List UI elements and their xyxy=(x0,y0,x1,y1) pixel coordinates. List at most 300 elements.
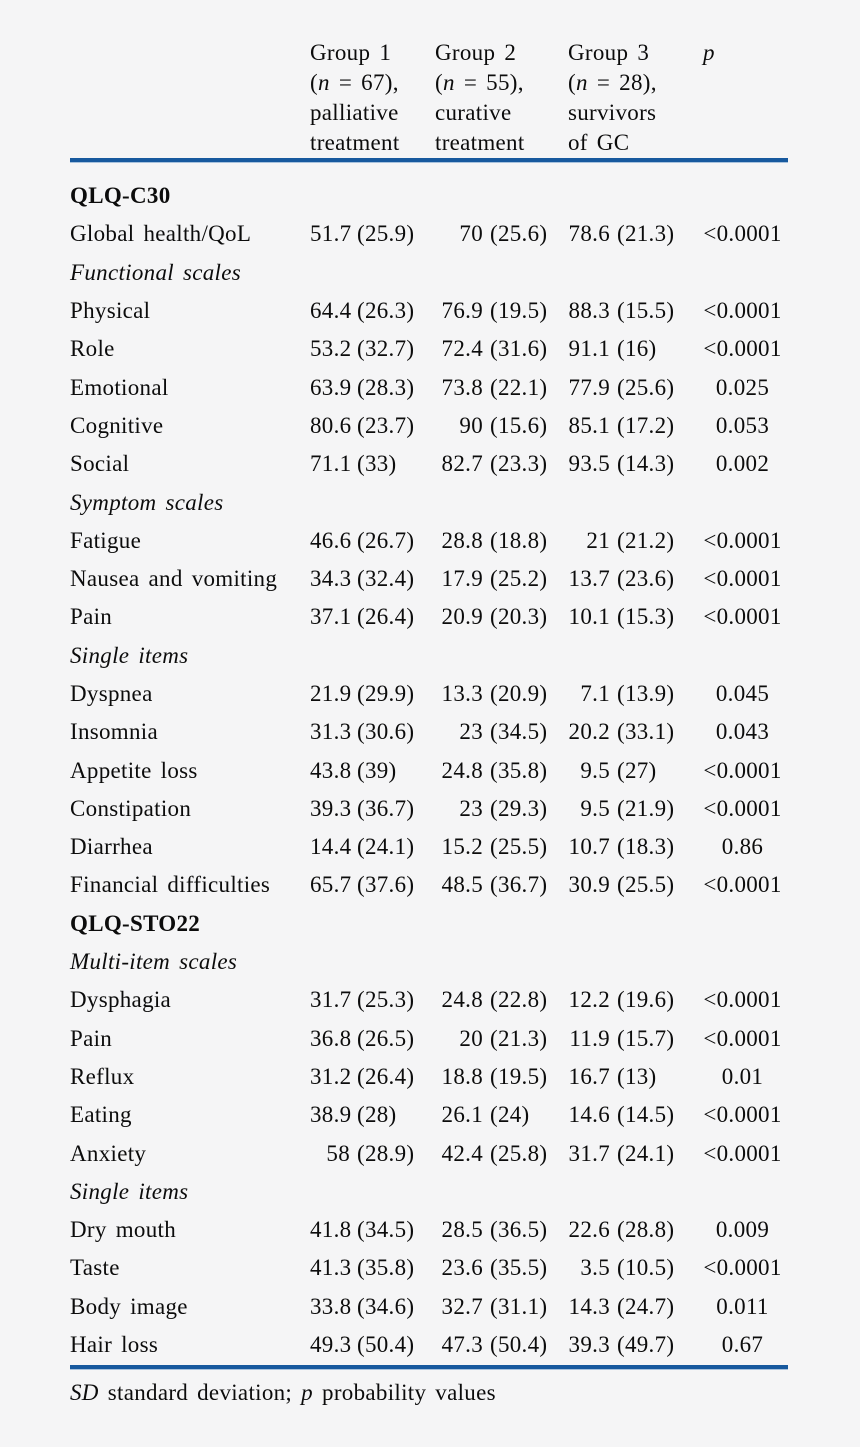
p-value: <0.0001 xyxy=(703,1140,782,1166)
mean-value: 16.7 xyxy=(568,1063,610,1089)
sd-value: (33.1) xyxy=(617,719,675,745)
table-row xyxy=(70,522,790,560)
mean-value: 38.9 xyxy=(310,1102,352,1128)
header-group2 xyxy=(435,38,568,158)
sd-value: (25.5) xyxy=(617,872,675,898)
table-row xyxy=(70,407,790,445)
group3-value xyxy=(568,1140,695,1168)
sd-value: (13.9) xyxy=(617,681,675,706)
mean-value: 63.9 xyxy=(310,374,352,400)
sd-value: (33) xyxy=(357,451,397,477)
sd-value: (15.7) xyxy=(617,1025,675,1051)
row-label: Constipation xyxy=(70,795,192,821)
mean-value: 10.7 xyxy=(568,834,610,860)
p-value: <0.0001 xyxy=(703,872,782,898)
row-label: Cognitive xyxy=(70,412,164,438)
group1-value xyxy=(310,1331,435,1359)
group2-value xyxy=(435,565,568,593)
sd-value: (16) xyxy=(617,336,657,362)
group3-value xyxy=(568,565,695,593)
group3-value xyxy=(568,527,695,555)
mean-value: 14.6 xyxy=(568,1102,610,1128)
section-row xyxy=(70,177,790,215)
table-row xyxy=(70,292,790,330)
mean-value: 41.3 xyxy=(310,1255,352,1281)
row-label: Dyspnea xyxy=(70,681,153,706)
sd-value: (31.6) xyxy=(490,336,548,362)
sd-value: (25.3) xyxy=(357,987,415,1013)
group3-desc-line1: survivors xyxy=(568,100,657,125)
group3-value xyxy=(568,1216,695,1244)
mean-value: 58 xyxy=(326,1140,350,1166)
row-label: Single items xyxy=(70,1178,189,1204)
group2-value xyxy=(435,1293,568,1321)
mean-value: 90 xyxy=(459,412,483,438)
group1-value xyxy=(310,374,435,402)
p-value: 0.025 xyxy=(715,374,770,400)
sd-value: (34.5) xyxy=(357,1217,415,1243)
table-row xyxy=(70,981,790,1019)
group1-value xyxy=(310,565,435,593)
group1-desc-line1: palliative xyxy=(310,100,399,125)
row-label: Symptom scales xyxy=(70,489,224,515)
p-value: 0.67 xyxy=(721,1332,764,1358)
mean-value: 37.1 xyxy=(310,604,352,630)
group1-value xyxy=(310,680,435,708)
table-row xyxy=(70,751,790,789)
mean-value: 21.9 xyxy=(310,681,352,706)
subsection-row xyxy=(70,483,790,521)
table-row xyxy=(70,866,790,904)
mean-value: 23 xyxy=(459,719,483,745)
table-row xyxy=(70,598,790,636)
row-label: Diarrhea xyxy=(70,834,153,860)
group3-n-symbol: n xyxy=(575,70,588,95)
group2-desc-line2: treatment xyxy=(435,130,525,155)
group1-value xyxy=(310,220,435,248)
table-header xyxy=(70,38,790,158)
group3-value xyxy=(568,680,695,708)
subsection-row xyxy=(70,1173,790,1211)
sd-value: (23.6) xyxy=(617,566,675,592)
group2-value xyxy=(435,220,568,248)
group2-n xyxy=(435,68,568,98)
mean-value: 36.8 xyxy=(310,1025,352,1051)
group2-desc-line1: curative xyxy=(435,100,512,125)
table-body xyxy=(70,177,790,1364)
mean-value: 93.5 xyxy=(568,451,610,477)
sd-value: (13) xyxy=(617,1063,657,1089)
group3-n-rest: = 28), xyxy=(587,70,657,95)
table-footnote xyxy=(70,1378,790,1408)
sd-value: (35.5) xyxy=(490,1255,548,1281)
p-value: <0.0001 xyxy=(703,1255,782,1281)
group2-value xyxy=(435,374,568,402)
table-row xyxy=(70,1134,790,1172)
sd-value: (19.5) xyxy=(490,298,548,324)
group3-value xyxy=(568,986,695,1014)
sd-value: (20.9) xyxy=(490,681,548,706)
row-label: Social xyxy=(70,451,130,477)
table-row xyxy=(70,1020,790,1058)
row-label: Eating xyxy=(70,1102,132,1128)
group2-value xyxy=(435,718,568,746)
mean-value: 23 xyxy=(459,795,483,821)
header-group1 xyxy=(310,38,435,158)
mean-value: 32.7 xyxy=(441,1293,483,1319)
mean-value: 39.3 xyxy=(568,1332,610,1358)
sd-value: (35.8) xyxy=(490,757,548,783)
p-value: 0.043 xyxy=(715,719,770,745)
row-label: Insomnia xyxy=(70,719,158,745)
group3-value xyxy=(568,1254,695,1282)
row-label: Reflux xyxy=(70,1063,135,1089)
group1-value xyxy=(310,335,435,363)
p-value: 0.053 xyxy=(715,412,770,438)
mean-value: 3.5 xyxy=(580,1255,610,1281)
group1-value xyxy=(310,1025,435,1053)
sd-value: (19.5) xyxy=(490,1063,548,1089)
mean-value: 20.2 xyxy=(568,719,610,745)
p-value: <0.0001 xyxy=(703,527,782,553)
p-value: <0.0001 xyxy=(703,336,782,362)
p-value: 0.86 xyxy=(721,834,764,860)
sd-value: (23.7) xyxy=(357,412,415,438)
sd-value: (37.6) xyxy=(357,872,415,898)
p-value: 0.002 xyxy=(715,451,770,477)
mean-value: 33.8 xyxy=(310,1293,352,1319)
table-row xyxy=(70,560,790,598)
header-spacer xyxy=(70,38,310,158)
mean-value: 20 xyxy=(459,1025,483,1051)
sd-value: (36.7) xyxy=(490,872,548,898)
sd-value: (25.8) xyxy=(490,1140,548,1166)
table-row xyxy=(70,1211,790,1249)
group2-value xyxy=(435,450,568,478)
mean-value: 18.8 xyxy=(441,1063,483,1089)
group2-value xyxy=(435,1140,568,1168)
group1-value xyxy=(310,1254,435,1282)
sd-value: (32.7) xyxy=(357,336,415,362)
group3-desc-line2: of GC xyxy=(568,130,630,155)
sd-value: (27) xyxy=(617,757,657,783)
p-value: 0.045 xyxy=(715,681,770,706)
group3-value xyxy=(568,757,695,785)
group3-n xyxy=(568,68,695,98)
group1-value xyxy=(310,1063,435,1091)
table-row xyxy=(70,790,790,828)
subsection-row xyxy=(70,637,790,675)
group2-value xyxy=(435,1331,568,1359)
group3-value xyxy=(568,1331,695,1359)
row-label: Taste xyxy=(70,1255,120,1281)
sd-value: (15.5) xyxy=(617,298,675,324)
p-value: <0.0001 xyxy=(703,757,782,783)
group2-value xyxy=(435,527,568,555)
mean-value: 48.5 xyxy=(441,872,483,898)
group1-n-open: ( xyxy=(310,70,318,95)
group3-value xyxy=(568,1025,695,1053)
mean-value: 23.6 xyxy=(441,1255,483,1281)
table-row xyxy=(70,1096,790,1134)
group1-value xyxy=(310,986,435,1014)
group1-n-symbol: n xyxy=(317,70,330,95)
sd-value: (25.9) xyxy=(357,221,415,247)
row-label: Fatigue xyxy=(70,527,142,553)
group3-value xyxy=(568,1063,695,1091)
mean-value: 43.8 xyxy=(310,757,352,783)
mean-value: 31.2 xyxy=(310,1063,352,1089)
sd-value: (18.3) xyxy=(617,834,675,860)
group3-value xyxy=(568,871,695,899)
group2-value xyxy=(435,412,568,440)
mean-value: 46.6 xyxy=(310,527,352,553)
sd-value: (21.3) xyxy=(617,221,675,247)
sd-value: (49.7) xyxy=(617,1332,675,1358)
row-label: Global health/QoL xyxy=(70,221,252,247)
sd-value: (34.5) xyxy=(490,719,548,745)
group2-title: Group 2 xyxy=(435,40,517,65)
sd-value: (50.4) xyxy=(357,1332,415,1358)
mean-value: 31.7 xyxy=(310,987,352,1013)
group3-value xyxy=(568,833,695,861)
mean-value: 31.7 xyxy=(568,1140,610,1166)
sd-value: (24.1) xyxy=(357,834,415,860)
p-value: <0.0001 xyxy=(703,1025,782,1051)
row-label: Appetite loss xyxy=(70,757,198,783)
group2-value xyxy=(435,297,568,325)
sd-value: (26.7) xyxy=(357,527,415,553)
sd-value: (18.8) xyxy=(490,527,548,553)
group1-value xyxy=(310,833,435,861)
mean-value: 49.3 xyxy=(310,1332,352,1358)
sd-value: (34.6) xyxy=(357,1293,415,1319)
sd-value: (22.8) xyxy=(490,987,548,1013)
mean-value: 39.3 xyxy=(310,795,352,821)
sd-value: (26.3) xyxy=(357,298,415,324)
sd-value: (24.1) xyxy=(617,1140,675,1166)
group2-value xyxy=(435,603,568,631)
group2-value xyxy=(435,1101,568,1129)
row-label: Body image xyxy=(70,1293,188,1319)
p-value: <0.0001 xyxy=(703,221,782,247)
p-value: 0.011 xyxy=(716,1293,769,1319)
row-label: Pain xyxy=(70,1025,113,1051)
mean-value: 64.4 xyxy=(310,298,352,324)
table-row xyxy=(70,215,790,253)
group1-value xyxy=(310,527,435,555)
mean-value: 13.3 xyxy=(441,681,483,706)
group2-value xyxy=(435,1254,568,1282)
mean-value: 80.6 xyxy=(310,412,352,438)
p-value: <0.0001 xyxy=(703,987,782,1013)
sd-value: (32.4) xyxy=(357,566,415,592)
group1-value xyxy=(310,718,435,746)
table-row xyxy=(70,1249,790,1287)
footnote-p-text: probability values xyxy=(312,1380,496,1405)
table-top-rule xyxy=(70,158,788,163)
group1-value xyxy=(310,757,435,785)
mean-value: 13.7 xyxy=(568,566,610,592)
mean-value: 47.3 xyxy=(441,1332,483,1358)
footnote-sd-text: standard deviation; xyxy=(98,1380,302,1405)
mean-value: 91.1 xyxy=(568,336,610,362)
row-label: Pain xyxy=(70,604,113,630)
p-value: <0.0001 xyxy=(703,566,782,592)
table-row xyxy=(70,1058,790,1096)
sd-value: (25.2) xyxy=(490,566,548,592)
group2-value xyxy=(435,986,568,1014)
sd-value: (29.3) xyxy=(490,795,548,821)
table-row xyxy=(70,675,790,713)
table-row xyxy=(70,445,790,483)
mean-value: 65.7 xyxy=(310,872,352,898)
mean-value: 9.5 xyxy=(580,795,610,821)
group3-n-open: ( xyxy=(568,70,576,95)
group1-value xyxy=(310,450,435,478)
group1-value xyxy=(310,1140,435,1168)
group3-value xyxy=(568,335,695,363)
mean-value: 76.9 xyxy=(441,298,483,324)
group1-n xyxy=(310,68,435,98)
mean-value: 14.3 xyxy=(568,1293,610,1319)
group1-value xyxy=(310,603,435,631)
section-row xyxy=(70,905,790,943)
sd-value: (10.5) xyxy=(617,1255,675,1281)
sd-value: (22.1) xyxy=(490,374,548,400)
group3-value xyxy=(568,603,695,631)
sd-value: (28) xyxy=(357,1102,397,1128)
group1-value xyxy=(310,871,435,899)
table-row xyxy=(70,1326,790,1364)
p-value: <0.0001 xyxy=(703,1102,782,1128)
sd-value: (17.2) xyxy=(617,412,675,438)
sd-value: (24.7) xyxy=(617,1293,675,1319)
mean-value: 21 xyxy=(586,527,610,553)
table-row xyxy=(70,828,790,866)
mean-value: 31.3 xyxy=(310,719,352,745)
group2-value xyxy=(435,757,568,785)
mean-value: 12.2 xyxy=(568,987,610,1013)
group2-value xyxy=(435,871,568,899)
sd-value: (28.9) xyxy=(357,1140,415,1166)
mean-value: 70 xyxy=(459,221,483,247)
sd-value: (30.6) xyxy=(357,719,415,745)
row-label: Anxiety xyxy=(70,1140,147,1166)
row-label: Dry mouth xyxy=(70,1217,176,1243)
mean-value: 71.1 xyxy=(310,451,352,477)
mean-value: 28.5 xyxy=(441,1217,483,1243)
mean-value: 51.7 xyxy=(310,221,352,247)
sd-value: (25.6) xyxy=(490,221,548,247)
group2-value xyxy=(435,1063,568,1091)
sd-value: (21.2) xyxy=(617,527,675,553)
sd-value: (14.5) xyxy=(617,1102,675,1128)
row-label: Nausea and vomiting xyxy=(70,566,278,592)
mean-value: 42.4 xyxy=(441,1140,483,1166)
p-value: 0.01 xyxy=(721,1063,764,1089)
group1-desc-line2: treatment xyxy=(310,130,400,155)
group1-n-rest: = 67), xyxy=(329,70,399,95)
sd-value: (15.6) xyxy=(490,412,548,438)
mean-value: 9.5 xyxy=(580,757,610,783)
row-label: QLQ-STO22 xyxy=(70,910,201,936)
group3-value xyxy=(568,220,695,248)
row-label: QLQ-C30 xyxy=(70,183,171,209)
p-value: 0.009 xyxy=(715,1217,770,1243)
mean-value: 72.4 xyxy=(441,336,483,362)
mean-value: 82.7 xyxy=(441,451,483,477)
group1-title: Group 1 xyxy=(310,40,392,65)
group3-value xyxy=(568,1101,695,1129)
mean-value: 24.8 xyxy=(441,987,483,1013)
mean-value: 78.6 xyxy=(568,221,610,247)
group1-value xyxy=(310,1101,435,1129)
group3-value xyxy=(568,795,695,823)
sd-value: (25.5) xyxy=(490,834,548,860)
table-row xyxy=(70,330,790,368)
group1-value xyxy=(310,412,435,440)
mean-value: 20.9 xyxy=(441,604,483,630)
group3-value xyxy=(568,412,695,440)
mean-value: 77.9 xyxy=(568,374,610,400)
sd-value: (31.1) xyxy=(490,1293,548,1319)
header-p-column: p xyxy=(703,40,715,65)
sd-value: (26.4) xyxy=(357,1063,415,1089)
table-row xyxy=(70,1288,790,1326)
p-value: <0.0001 xyxy=(703,604,782,630)
sd-value: (35.8) xyxy=(357,1255,415,1281)
sd-value: (29.9) xyxy=(357,681,415,706)
mean-value: 17.9 xyxy=(441,566,483,592)
row-label: Functional scales xyxy=(70,259,241,285)
group3-value xyxy=(568,297,695,325)
sd-value: (26.4) xyxy=(357,604,415,630)
sd-value: (25.6) xyxy=(617,374,675,400)
mean-value: 85.1 xyxy=(568,412,610,438)
mean-value: 22.6 xyxy=(568,1217,610,1243)
row-label: Financial difficulties xyxy=(70,872,271,898)
row-label: Role xyxy=(70,336,115,362)
sd-value: (28.8) xyxy=(617,1217,675,1243)
sd-value: (36.7) xyxy=(357,795,415,821)
row-label: Physical xyxy=(70,298,151,324)
row-label: Multi-item scales xyxy=(70,949,238,975)
mean-value: 30.9 xyxy=(568,872,610,898)
mean-value: 7.1 xyxy=(580,681,610,706)
sd-value: (15.3) xyxy=(617,604,675,630)
sd-value: (39) xyxy=(357,757,397,783)
group2-value xyxy=(435,833,568,861)
row-label: Hair loss xyxy=(70,1332,159,1358)
subsection-row xyxy=(70,943,790,981)
table-row xyxy=(70,368,790,406)
mean-value: 28.8 xyxy=(441,527,483,553)
group2-value xyxy=(435,1216,568,1244)
subsection-row xyxy=(70,254,790,292)
group2-value xyxy=(435,335,568,363)
mean-value: 14.4 xyxy=(310,834,352,860)
p-value: <0.0001 xyxy=(703,795,782,821)
sd-value: (23.3) xyxy=(490,451,548,477)
group1-value xyxy=(310,297,435,325)
table-bottom-rule xyxy=(70,1365,788,1370)
group3-title: Group 3 xyxy=(568,40,650,65)
sd-value: (14.3) xyxy=(617,451,675,477)
group3-value xyxy=(568,1293,695,1321)
sd-value: (26.5) xyxy=(357,1025,415,1051)
row-label: Single items xyxy=(70,642,189,668)
